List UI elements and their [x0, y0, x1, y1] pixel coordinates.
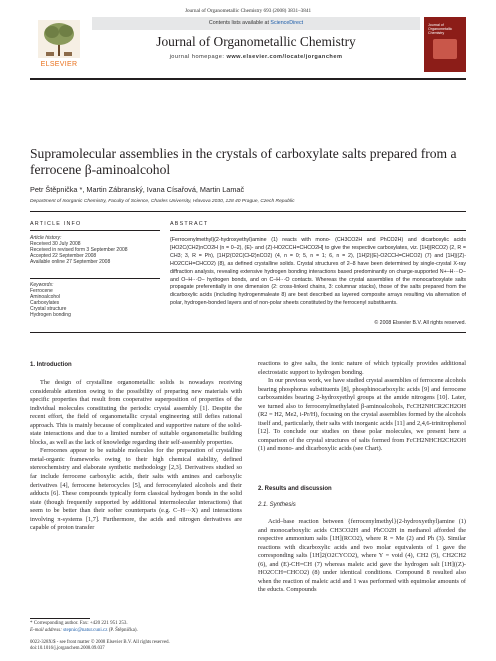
corresponding-author: * Corresponding author. Fax: +420 221 951 253.: [30, 621, 128, 626]
article-title-line-2: ferrocene β-aminoalcohol: [30, 162, 171, 177]
email-line: [30, 628, 242, 635]
history-received: Received 30 July 2008: [30, 241, 81, 248]
paragraph: Ferrocenes appear to be suitable molecules for the preparation of crystalline metal-organic frameworks owing to their high chemical stability, defined stereochemistry and elaborate synthetic methodology [2,3]. Derivatives studied so far include ferrocene carboxylic acids, their salts with amines and carboxylic derivatives [4], ferrocene heterocycles [5], and ferrocenylated alcohols and their adducts [6]. These compounds typically form classical hydrogen bonds in the solid state (though frequently supported by additional intermolecular interactions) that seem to be better than their softer counterparts (e.g. C–H···X) and interactions involving π-systems [1,7]. Furthermore, the acids and nitrogen derivatives are capable of proton transfer: [30, 447, 242, 532]
left-column-body: [30, 379, 242, 533]
journal-title: Journal of Organometallic Chemistry: [156, 34, 356, 49]
issn-line: 0022-328X/$ - see front matter © 2008 Elsevier B.V. All rights reserved.: [30, 640, 170, 645]
homepage-url[interactable]: www.elsevier.com/locate/jorganchem: [226, 54, 343, 60]
header-rule: [30, 78, 466, 80]
article-title: [30, 146, 470, 178]
sciencedirect-link[interactable]: ScienceDirect: [270, 20, 304, 26]
journal-masthead: [92, 17, 420, 72]
history-revised: Received in revised form 3 September 2008: [30, 247, 128, 254]
email-label: E-mail address:: [30, 627, 64, 633]
article-info-heading: ARTICLE INFO: [30, 221, 82, 227]
front-matter-note: [30, 640, 330, 652]
keywords-label: Keywords:: [30, 282, 54, 288]
paragraph: reactions to give salts, the ionic nature of which typically provides additional electrostatic support to hydrogen bonding.: [258, 360, 466, 376]
paragraph: In our previous work, we have studied crystal assemblies of ferrocene alcohols bearing phosphorus substituents [8], phosphinocarboxylic acids [9] and ferrocene carboxamides bearing 2-hydroxyethyl groups at the amide nitrogens [10]. Later, we turned also to ferrocenylmethylated β-aminoalcohols, FcCH2NHCR2CH2OH (R2 = H2, Me2, i-Pr/H), focusing on the crystal assemblies formed by the alcohols itself and, particularly, their salts with inorganic acids [11] and 2,4,6-trinitrophenol [12]. To conclude our studies on these polar molecules, we present here a comparison of the crystal structures of salts formed from FcCH2NHCH2CH2OH (1) and mono- and dicarboxylic acids (see Chart).: [258, 377, 466, 453]
right-column-body: [258, 360, 466, 454]
keyword: Carboxylates: [30, 300, 60, 307]
footnote-rule: [30, 618, 90, 619]
abstract-text: {Ferrocenylmethyl}(2-hydroxyethyl)amine (1) reacts with mono- (CH3CO2H and PhCO2H) and dicarboxylic acids [HO2C(CH2)nCO2H (n = 0–2), (E)- and (Z)-HO2CCH=CHCO2H] to give the respective carboxylates, viz. [1H](RCO2) (2, R = CH3; 3, R = Ph), [1H]2(O2C(CH2)nCO2) (4, n = 0; 5, n = 1; 6, n = 2), [1H]2((E)-O2CCH=CHCO2) (7) and [1H]((Z)-HO2CCH=CHCO2) (8), as defined crystalline solids. Crystal structures of 2–8 have been determined by single-crystal X-ray diffraction analysis, revealing extensive hydrogen bonding interactions based predominantly on charge-supported N+–H···O− and O–H···O− hydrogen bonds, and on C–H···O contacts. Whereas the crystal assemblies of the monocarboxylate salts propagate preferentially in one dimension (2: cross-linked chains, 3: columnar stacks), those of the salts prepared from the dicarboxylic acids (including hydrogenmaleate 8) are best described as layered composite arrays resulting via alternation of polar, hydrogen-bonded layers and of non-polar sheets constituted by the ferrocenyl substituents.: [170, 237, 466, 307]
subsection-synthesis-heading: 2.1. Synthesis: [258, 502, 296, 508]
affiliation: Department of Inorganic Chemistry, Faculty of Science, Charles University, Hlavova 2030, 128 40 Prague, Czech Republic: [30, 199, 295, 204]
divider: [30, 278, 160, 279]
email-suffix: (P. Štěpnička).: [107, 627, 138, 633]
doi-line: doi:10.1016/j.jorganchem.2008.09.037: [30, 646, 105, 651]
abstract-copyright: © 2008 Elsevier B.V. All rights reserved.: [374, 320, 466, 326]
keywords: [30, 282, 160, 319]
journal-homepage: [92, 54, 420, 60]
homepage-prefix: journal homepage:: [169, 54, 227, 60]
paragraph: Acid–base reaction between {ferrocenylmethyl}(2-hydroxyethyl)amine (1) and monocarboxylic acids CH3CO2H and PhCO2H in methanol afforded the respective ammonium salts [1H](RCO2), where R = Me (2) and Ph (3). Similar reactions with dicarboxylic acids and two molar equivalents of 1 gave the corresponding salts [1H]2(O2CYCO2), where Y = void (4), CH2 (5), CH2CH2 (6), and (E)-CH=CH (7) whereas maleic acid gave the hydrogen salt [1H]((Z)-HO2CCH=CHCO2) (8) under identical conditions. Compound 8 resulted also when the reaction of maleic acid and 1 was performed with equimolar amounts of the educts. Compounds: [258, 518, 466, 594]
cover-title: Journal of Organometallic Chemistry: [428, 23, 453, 36]
cover-illustration: [433, 39, 457, 59]
keyword: Crystal structure: [30, 306, 67, 313]
article-history: [30, 235, 160, 265]
footnote: [30, 621, 242, 634]
keyword: Aminoalcohol: [30, 294, 61, 301]
publisher-name: ELSEVIER: [40, 61, 78, 68]
article-history-label: Article history:: [30, 235, 62, 241]
keyword: Ferrocene: [30, 288, 53, 295]
divider: [30, 211, 466, 212]
elsevier-logo: [30, 17, 88, 72]
author-list: Petr Štěpnička *, Martin Zábranský, Ivana Císařová, Martin Lamač: [30, 185, 245, 194]
journal-citation: Journal of Organometallic Chemistry 693 (2008) 3831–3841: [184, 8, 312, 14]
divider: [30, 332, 466, 333]
section-results-heading: 2. Results and discussion: [258, 486, 332, 492]
keyword: Hydrogen bonding: [30, 312, 71, 319]
article-title-line-1: Supramolecular assemblies in the crystals of carboxylate salts prepared from a: [30, 146, 457, 161]
elsevier-tree-icon: [38, 20, 80, 58]
section-introduction-heading: 1. Introduction: [30, 362, 72, 368]
abstract-heading: ABSTRACT: [170, 221, 209, 227]
journal-cover-image: [424, 17, 466, 72]
history-online: Available online 27 September 2008: [30, 259, 111, 266]
history-accepted: Accepted 22 September 2008: [30, 253, 97, 260]
divider: [170, 230, 466, 231]
journal-header: [30, 17, 466, 72]
divider: [30, 230, 160, 231]
paragraph: The design of crystalline organometallic solids is nowadays receiving considerable attention owing to the possibility of preparing new materials with specific properties that result from cooperative superposition of properties of the individual molecules constituting the periodic crystal assembly [1]. Despite the recent effort, the field of organometallic crystal engineering still defies rational approach. This is mainly because of complicated and supportive nature of the solid-state interactions and due to a limited number of suitable organometallic building blocks, as well as the lack of knowledge regarding their self-assembly properties.: [30, 379, 242, 446]
right-column-body-2: [258, 518, 466, 595]
contents-bar: [92, 17, 420, 30]
email-link[interactable]: stepnic@natur.cuni.cz: [63, 627, 108, 633]
contents-prefix: Contents lists available at: [208, 20, 271, 26]
